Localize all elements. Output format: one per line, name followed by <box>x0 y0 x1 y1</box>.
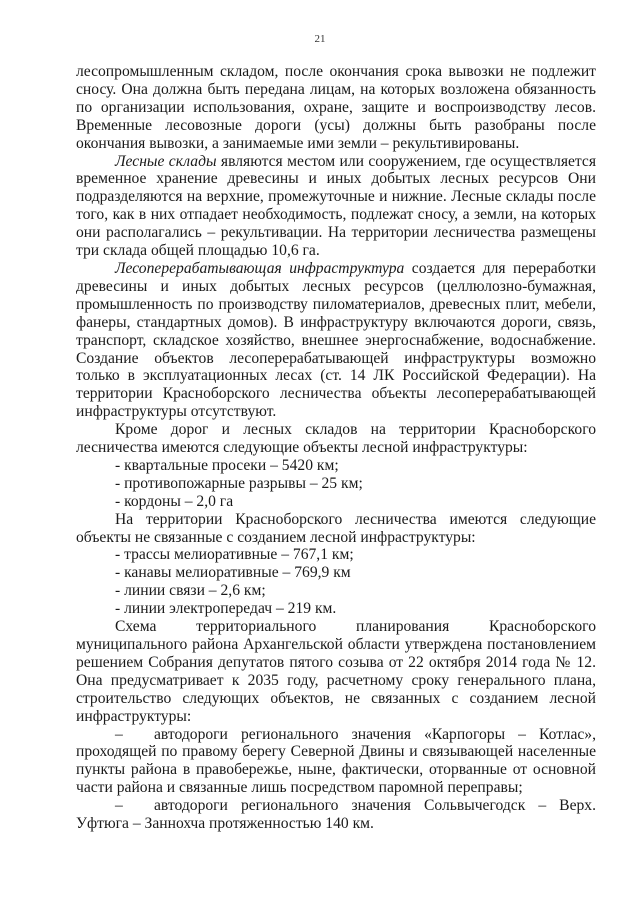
paragraph-forest-warehouses-text: являются местом или сооружением, где осуществляется временное хранение древесины и иных добытых лесных ресурсов Они подразделяются на верхние, промежуточные и нижние. Лесные склады после того, как в них отпадает необходимость, подлежат сносу, а земли, на которых они располагались – рекультивации. На территории лесничества размещены три склада общей площадью 10,6 га. <box>76 152 597 260</box>
paragraph-territorial-planning: Схема территориального планирования Красноборского муниципального района Архангельской области утверждена постановлением решением Собрания депутатов пятого созыва от 22 октября 2014 года № 12. Она предусматривает к 2035 году, расчетному сроку генерального плана, строительство следующих объектов, не связанных с созданием лесной инфраструктуры: <box>76 618 596 725</box>
list-item-power-lines: - линии электропередач – 219 км. <box>115 600 337 618</box>
paragraph-non-forest-objects: На территории Красноборского лесничества имеются следующие объекты не связанные с созданием лесной инфраструктуры: <box>76 510 596 546</box>
paragraph-forest-infrastructure-objects: Кроме дорог и лесных складов на территории Красноборского лесничества имеются следующие объекты лесной инфраструктуры: <box>76 421 596 457</box>
list-item-melioration-routes: - трассы мелиоративные – 767,1 км; <box>115 546 354 564</box>
term-forest-warehouses: Лесные склады <box>115 152 217 170</box>
list-item-cordons: - кордоны – 2,0 га <box>115 492 234 510</box>
body-text <box>76 63 596 833</box>
paragraph-forest-warehouses <box>76 153 596 260</box>
paragraph-road-karpogory-kotlas: – автодороги регионального значения «Карпогоры – Котлас», проходящей по правому берегу Северной Двины и связывающей населенные пункты района в правобережье, ныне, фактически, оторванные от основной части района и связанные лишь посредством паромной переправы; <box>76 725 596 797</box>
list-item-communication-lines: - линии связи – 2,6 км; <box>115 582 266 600</box>
list-item-quarter-clearings: - квартальные просеки – 5420 км; <box>115 456 339 474</box>
paragraph-road-solvychegodsk: – автодороги регионального значения Сольвычегодск – Верх. Уфтюга – Заннохча протяженностью 140 км. <box>76 797 596 833</box>
paragraph-roads-continued: лесопромышленным складом, после окончания срока вывозки не подлежит сносу. Она должна быть передана лицам, на которых возложена обязанность по организации использования, охране, защите и воспроизводству лесов. Временные лесовозные дороги (усы) должны быть разобраны после окончания вывозки, а занимаемые ими земли – рекультивированы. <box>76 63 596 152</box>
paragraph-processing-infrastructure-text: создается для переработки древесины и иных добытых лесных ресурсов (целлюлозно-бумажная, промышленность по производству пиломатериалов, древесных плит, мебели, фанеры, стандартных домов). В инфраструктуру включаются дороги, связь, транспорт, складское хозяйство, внешнее энергоснабжение, водоснабжение. Создание объектов лесоперерабатывающей инфраструктуры возможно только в эксплуатационных лесах (ст. 14 ЛК Российской Федерации). На территории Красноборского лесничества объекты лесоперерабатывающей инфраструктуры отсутствуют. <box>76 259 596 421</box>
list-item-firebreaks: - противопожарные разрывы – 25 км; <box>115 474 363 492</box>
page-number: 21 <box>314 33 326 45</box>
paragraph-processing-infrastructure <box>76 260 596 421</box>
list-item-melioration-ditches: - канавы мелиоративные – 769,9 км <box>115 564 351 582</box>
term-processing-infrastructure: Лесоперерабатывающая инфраструктура <box>115 259 405 277</box>
